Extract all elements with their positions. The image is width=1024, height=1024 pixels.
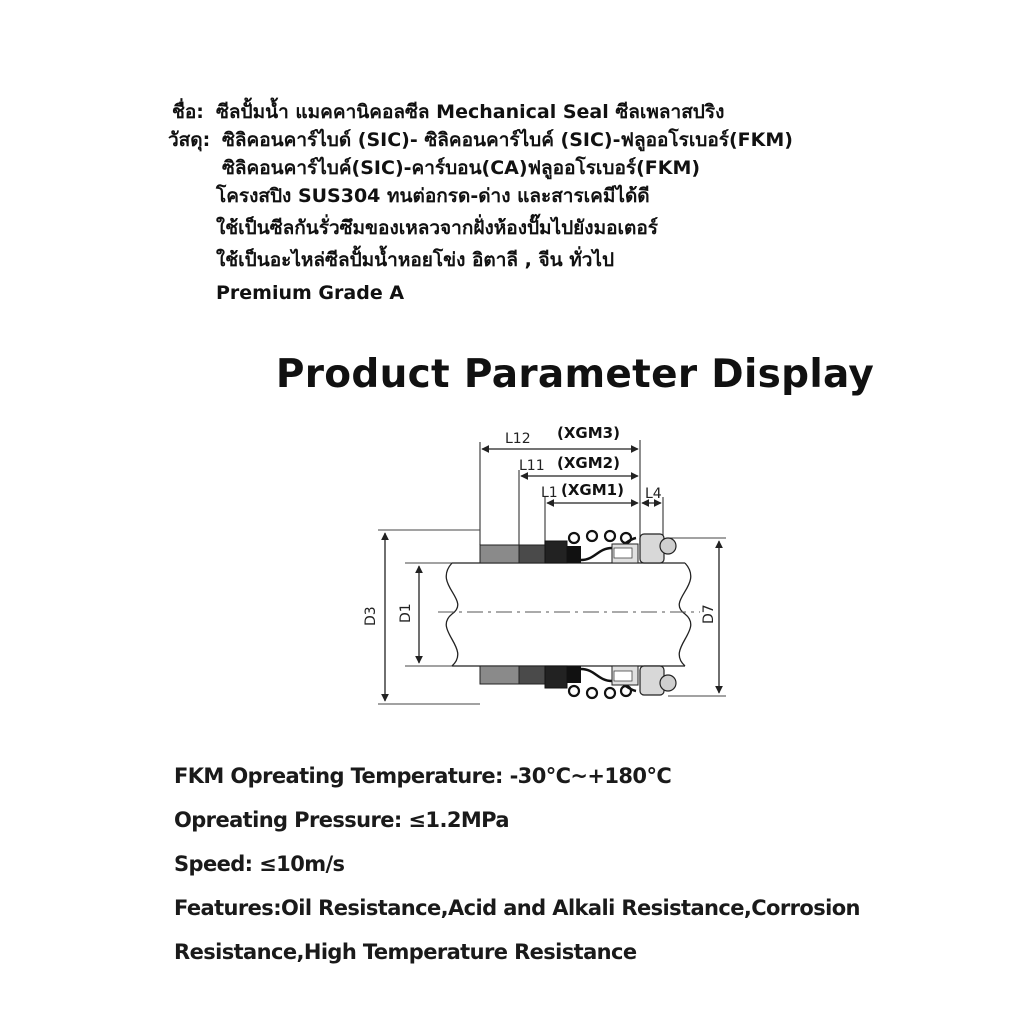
usage-description-2: ใช้เป็นอะไหล่ซีลปั้มน้ำหอยโข่ง อิตาลี , จีน ทั่วไป [216,249,615,271]
name-label: ชื่อ: [172,101,204,123]
shaft [446,563,691,666]
d3-label: D3 [363,606,379,626]
l12-label: L12 [505,431,531,447]
spec-pressure: Opreating Pressure: ≤1.2MPa [174,808,509,832]
material-line-2: ซิลิคอนคาร์ไบค์(SIC)-คาร์บอน(CA)ฟลูออโรเบอร์(FKM) [222,157,701,179]
spec-features-2: Resistance,High Temperature Resistance [174,940,637,964]
spec-speed: Speed: ≤10m/s [174,852,345,876]
name-value: ซีลปั้มน้ำ แมคคานิคอลซีล Mechanical Seal ซีลเพลาสปริง [216,101,725,123]
seal-assembly-top [480,531,676,563]
material-line-1: ซิลิคอนคาร์ไบด์ (SIC)- ซิลิคอนคาร์ไบค์ (SIC)-ฟลูออโรเบอร์(FKM) [222,129,793,151]
page-title: Product Parameter Display [275,352,875,397]
xgm2-label: (XGM2) [557,454,620,472]
d7-label: D7 [701,604,717,624]
xgm1-label: (XGM1) [561,481,624,499]
spec-features-1: Features:Oil Resistance,Acid and Alkali Resistance,Corrosion [174,896,860,920]
material-label: วัสดุ: [168,129,211,151]
d1-label: D1 [398,603,414,623]
grade-text: Premium Grade A [216,282,405,304]
l1-label: L1 [541,485,558,501]
l11-label: L11 [519,458,545,474]
seal-assembly-bottom [480,666,676,698]
spring-description: โครงสปิง SUS304 ทนต่อกรด-ด่าง และสารเคมีได้ดี [216,185,650,207]
l4-label: L4 [645,486,662,502]
usage-description-1: ใช้เป็นซีลกันรั่วซึมของเหลวจากฝั่งห้องปั๊มไปยังมอเตอร์ [216,217,658,239]
spec-temperature: FKM Opreating Temperature: -30°C~+180°C [174,764,672,788]
xgm3-label: (XGM3) [557,424,620,442]
